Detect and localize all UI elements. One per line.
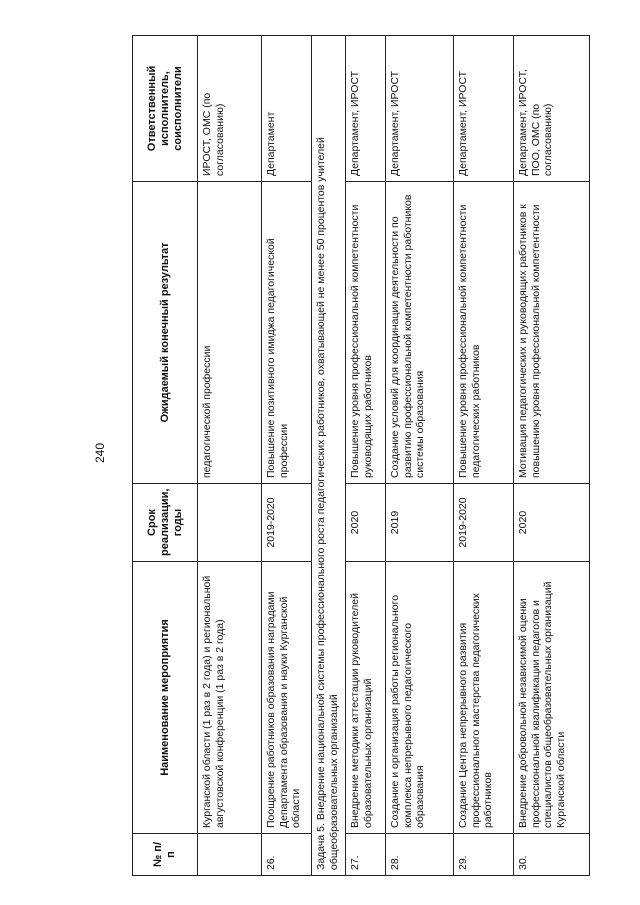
table-row xyxy=(198,36,262,876)
cell-name: Создание Центра непрерывного развития профессионального мастерства педагогических работников xyxy=(454,562,514,834)
cell-responsible: ИРОСТ, ОМС (по согласованию) xyxy=(198,36,262,182)
header-num: № п/п xyxy=(133,834,198,876)
table-row xyxy=(454,36,514,876)
cell-name: Внедрение добровольной независимой оценки профессиональной квалификации педагогов и специалистов общеобразовательных организаций Курганской области xyxy=(514,562,590,834)
cell-period xyxy=(198,484,262,562)
cell-result: Повышение позитивного имиджа педагогической профессии xyxy=(262,182,312,484)
table-row xyxy=(514,36,590,876)
cell-responsible: Департамент, ИРОСТ xyxy=(386,36,454,182)
cell-num: 30. xyxy=(514,834,590,876)
table-wrapper xyxy=(132,36,592,876)
table-row xyxy=(262,36,312,876)
rotated-table-area xyxy=(132,36,592,876)
header-period: Срок реализации, годы xyxy=(133,484,198,562)
cell-period: 2020 xyxy=(346,484,386,562)
cell-name: Курганской области (1 раз в 2 года) и региональной августовской конференции (1 раз в 2 года) xyxy=(198,562,262,834)
task-5-heading: Задача 5. Внедрение национальной системы профессионального роста педагогических работников, охватывающей не менее 50 процентов учителей общеобразовательных организаций xyxy=(312,36,346,876)
table-row xyxy=(346,36,386,876)
activities-table xyxy=(132,35,590,876)
cell-result: Создание условий для координации деятельности по развитию профессиональной компетентности работников системы образования xyxy=(386,182,454,484)
cell-result: Повышение уровня профессиональной компетентности руководящих работников xyxy=(346,182,386,484)
cell-period: 2020 xyxy=(514,484,590,562)
cell-period: 2019-2020 xyxy=(454,484,514,562)
cell-num xyxy=(198,834,262,876)
table-row xyxy=(386,36,454,876)
cell-responsible: Департамент xyxy=(262,36,312,182)
cell-num: 29. xyxy=(454,834,514,876)
header-responsible: Ответственный исполнитель, соисполнители xyxy=(133,36,198,182)
table-header-row xyxy=(133,36,198,876)
cell-num: 27. xyxy=(346,834,386,876)
page-number: 240 xyxy=(93,442,107,464)
cell-result: Повышение уровня профессиональной компетентности педагогических работников xyxy=(454,182,514,484)
cell-responsible: Департамент, ИРОСТ xyxy=(346,36,386,182)
cell-name: Внедрение методики аттестации руководителей образовательных организаций xyxy=(346,562,386,834)
header-result: Ожидаемый конечный результат xyxy=(133,182,198,484)
cell-result: педагогической профессии xyxy=(198,182,262,484)
cell-name: Поощрение работников образования наградами Департамента образования и науки Курганской области xyxy=(262,562,312,834)
cell-num: 28. xyxy=(386,834,454,876)
cell-responsible: Департамент, ИРОСТ, ПОО, ОМС (по согласованию) xyxy=(514,36,590,182)
cell-name: Создание и организация работы регионального комплекса непрерывного педагогического образования xyxy=(386,562,454,834)
cell-period: 2019 xyxy=(386,484,454,562)
header-name: Наименование мероприятия xyxy=(133,562,198,834)
cell-result: Мотивация педагогических и руководящих работников к повышению уровня профессиональной компетентности xyxy=(514,182,590,484)
cell-responsible: Департамент, ИРОСТ xyxy=(454,36,514,182)
task-row xyxy=(312,36,346,876)
cell-period: 2019-2020 xyxy=(262,484,312,562)
cell-num: 26. xyxy=(262,834,312,876)
